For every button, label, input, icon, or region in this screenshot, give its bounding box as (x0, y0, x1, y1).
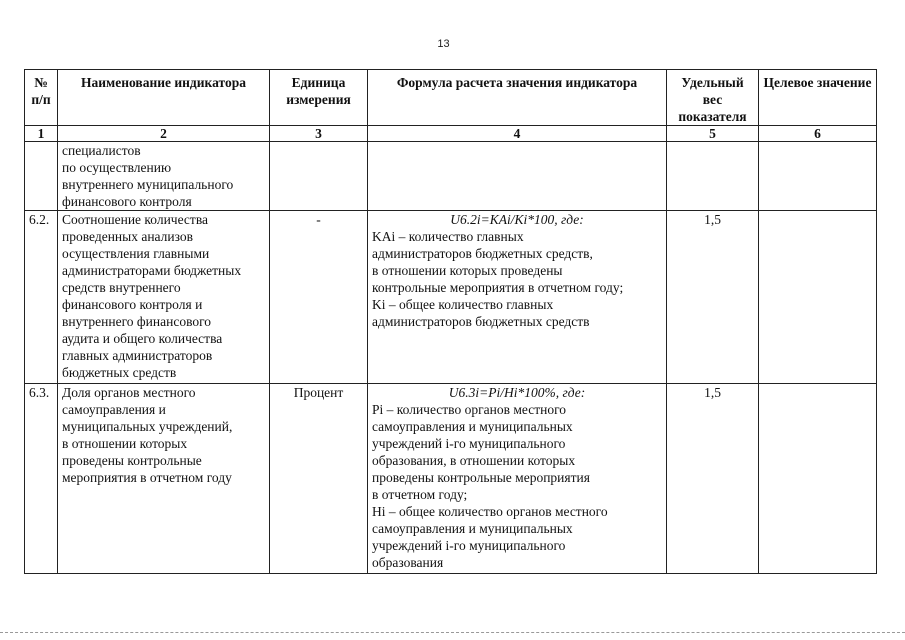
formula-line: образования (372, 555, 444, 570)
target-cell (759, 384, 877, 574)
indicator-name (58, 211, 270, 384)
indicator-name-line: финансового контроля (62, 194, 192, 209)
header-formula: Формула расчета значения индикатора (368, 70, 667, 126)
table-row (25, 384, 877, 574)
indicator-name-line: самоуправления и (62, 402, 166, 417)
indicator-name-line: специалистов (62, 143, 141, 158)
formula-line: в отчетном году; (372, 487, 468, 502)
indicator-name (58, 142, 270, 211)
unit-cell: Процент (270, 384, 368, 574)
indicator-name-line: внутреннего финансового (62, 314, 212, 329)
indicator-name-line: аудита и общего количества (62, 331, 223, 346)
indicators-table (24, 69, 877, 574)
formula-line: самоуправления и муниципальных (372, 521, 573, 536)
header-num: № п/п (25, 70, 58, 126)
indicator-name-line: внутреннего муниципального (62, 177, 234, 192)
column-number-row (25, 126, 877, 142)
formula-line: учреждений i-го муниципального (372, 436, 566, 451)
table-row (25, 211, 877, 384)
indicator-name-line: администраторами бюджетных (62, 263, 242, 278)
header-target: Целевое значение (759, 70, 877, 126)
formula-cell (368, 211, 667, 384)
indicator-name-line: проведены контрольные (62, 453, 202, 468)
indicator-name-line: Доля органов местного (62, 385, 196, 400)
indicator-name-line: осуществления главными (62, 246, 210, 261)
row-number: 6.3. (25, 384, 58, 574)
indicator-name-line: бюджетных средств (62, 365, 177, 380)
indicator-name-line: в отношении которых (62, 436, 188, 451)
formula-line: Ki – общее количество главных (372, 297, 554, 312)
formula-expression: U6.2i=KAi/Ki*100, где: (450, 212, 584, 227)
indicator-name-line: Соотношение количества (62, 212, 209, 227)
formula-line: контрольные мероприятия в отчетном году; (372, 280, 624, 295)
page-number: 13 (437, 38, 450, 50)
formula-line: администраторов бюджетных средств, (372, 246, 593, 261)
indicator-name-line: главных администраторов (62, 348, 213, 363)
indicator-name-line: проведенных анализов (62, 229, 194, 244)
indicator-name-line: муниципальных учреждений, (62, 419, 233, 434)
indicator-name (58, 384, 270, 574)
scan-edge-line (0, 632, 905, 633)
table-row (25, 142, 877, 211)
formula-line: в отношении которых проведены (372, 263, 563, 278)
weight-cell: 1,5 (667, 211, 759, 384)
weight-cell (667, 142, 759, 211)
indicator-name-line: мероприятия в отчетном году (62, 470, 232, 485)
formula-line: проведены контрольные мероприятия (372, 470, 590, 485)
formula-line: администраторов бюджетных средств (372, 314, 590, 329)
formula-line: Pi – количество органов местного (372, 402, 567, 417)
column-number: 2 (58, 126, 270, 142)
unit-cell: - (270, 211, 368, 384)
indicator-name-line: средств внутреннего (62, 280, 181, 295)
row-number: 6.2. (25, 211, 58, 384)
target-cell (759, 211, 877, 384)
column-number: 5 (667, 126, 759, 142)
unit-cell (270, 142, 368, 211)
formula-line: Hi – общее количество органов местного (372, 504, 608, 519)
column-number: 3 (270, 126, 368, 142)
indicator-name-line: финансового контроля и (62, 297, 203, 312)
column-number: 6 (759, 126, 877, 142)
formula-line: учреждений i-го муниципального (372, 538, 566, 553)
target-cell (759, 142, 877, 211)
weight-cell: 1,5 (667, 384, 759, 574)
column-number: 1 (25, 126, 58, 142)
indicator-name-line: по осуществлению (62, 160, 172, 175)
header-row (25, 70, 877, 126)
formula-line: KAi – количество главных (372, 229, 524, 244)
formula-expression: U6.3i=Pi/Hi*100%, где: (448, 385, 586, 400)
formula-line: образования, в отношении которых (372, 453, 576, 468)
header-indicator-name: Наименование индикатора (58, 70, 270, 126)
formula-cell (368, 384, 667, 574)
column-number: 4 (368, 126, 667, 142)
row-number (25, 142, 58, 211)
formula-cell (368, 142, 667, 211)
header-unit: Единица измерения (270, 70, 368, 126)
header-weight: Удельный вес показателя (667, 70, 759, 126)
formula-line: самоуправления и муниципальных (372, 419, 573, 434)
